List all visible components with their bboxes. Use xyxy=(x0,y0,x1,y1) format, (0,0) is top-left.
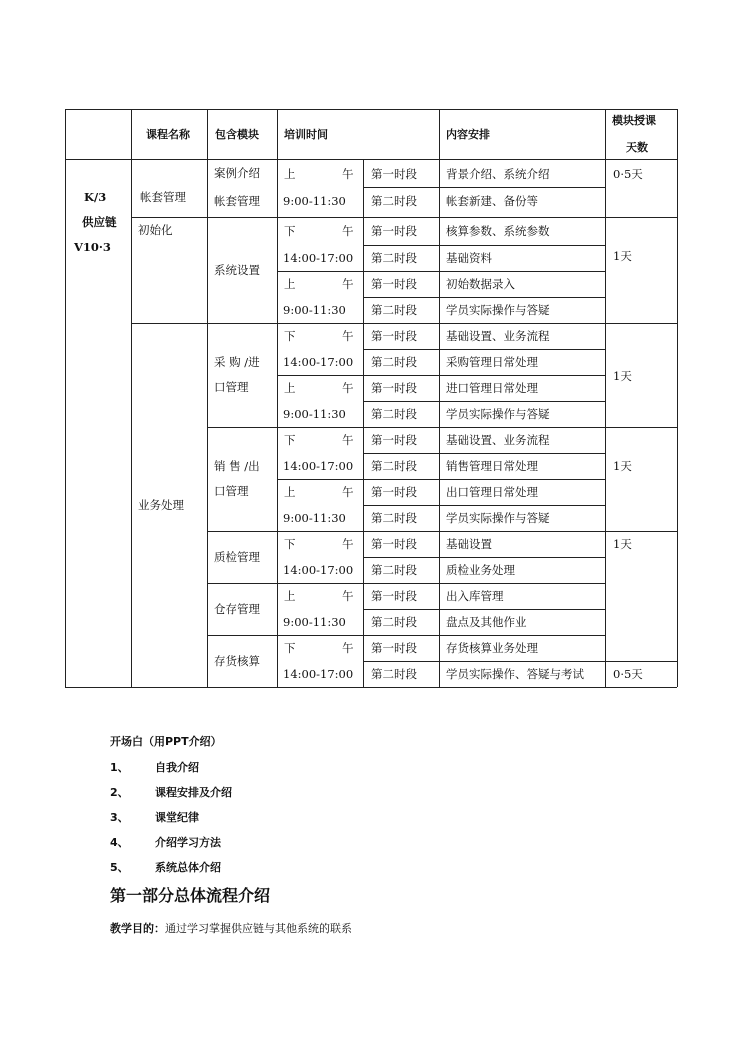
header-modules: 包含模块 xyxy=(215,128,259,141)
product-line1: K/3 xyxy=(84,190,107,204)
period-first: 第一时段 xyxy=(371,641,417,655)
period-first: 第一时段 xyxy=(371,224,417,238)
content-cell: 背景介绍、系统介绍 xyxy=(446,167,550,181)
col-divider-3 xyxy=(277,109,278,687)
period-first: 第一时段 xyxy=(371,381,417,395)
col-divider-5 xyxy=(439,109,440,687)
opening-item-num: 5、 xyxy=(110,861,129,874)
module-case: 案例介绍 xyxy=(214,166,260,180)
opening-item-num: 4、 xyxy=(110,836,129,849)
days-cell: 1天 xyxy=(613,369,632,383)
period-first: 第一时段 xyxy=(371,433,417,447)
time-sep-2 xyxy=(277,271,363,272)
col-divider-1 xyxy=(131,109,132,687)
row-sep-5 xyxy=(363,297,605,298)
row-sep-13 xyxy=(363,505,605,506)
row-sep-2 xyxy=(363,217,605,218)
time-am-range: 9:00-11:30 xyxy=(283,615,346,629)
content-cell: 进口管理日常处理 xyxy=(446,381,538,395)
module-sep-2 xyxy=(207,323,277,324)
days-sep-1 xyxy=(605,217,677,218)
period-first: 第一时段 xyxy=(371,167,417,181)
time-pm-right: 午 xyxy=(342,329,354,343)
period-second: 第二时段 xyxy=(371,511,417,525)
time-am-right: 午 xyxy=(342,589,354,603)
module-purchase-line1: 采 购 /进 xyxy=(214,355,260,369)
time-sep-4 xyxy=(277,375,363,376)
time-am-range: 9:00-11:30 xyxy=(283,407,346,421)
header-course-name: 课程名称 xyxy=(146,128,190,141)
content-cell: 帐套新建、备份等 xyxy=(446,194,538,208)
course-sep-2 xyxy=(131,323,207,324)
time-pm-right: 午 xyxy=(342,641,354,655)
header-time: 培训时间 xyxy=(284,128,328,141)
content-cell: 销售管理日常处理 xyxy=(446,459,538,473)
row-sep-6 xyxy=(363,323,605,324)
goal-text: 通过学习掌握供应链与其他系统的联系 xyxy=(165,922,352,935)
part1-heading: 第一部分总体流程介绍 xyxy=(110,886,271,905)
row-sep-12 xyxy=(363,479,605,480)
content-cell: 基础资料 xyxy=(446,251,492,265)
table-right-border xyxy=(677,109,678,687)
time-sep-5 xyxy=(277,427,363,428)
time-pm-right: 午 xyxy=(342,537,354,551)
time-sep-6 xyxy=(277,479,363,480)
time-pm-right: 午 xyxy=(342,224,354,238)
content-cell: 初始数据录入 xyxy=(446,277,515,291)
module-inventory: 存货核算 xyxy=(214,654,260,668)
period-second: 第二时段 xyxy=(371,459,417,473)
days-sep-4 xyxy=(605,531,677,532)
content-cell: 学员实际操作与答疑 xyxy=(446,511,550,525)
time-am-right: 午 xyxy=(342,277,354,291)
time-sep-9 xyxy=(277,635,363,636)
content-cell: 出口管理日常处理 xyxy=(446,485,538,499)
time-sep-7 xyxy=(277,531,363,532)
period-second: 第二时段 xyxy=(371,194,417,208)
product-line2: 供应链 xyxy=(82,215,117,229)
col-divider-6 xyxy=(605,109,606,687)
opening-item-text: 课程安排及介绍 xyxy=(155,786,232,799)
col-divider-2 xyxy=(207,109,208,687)
time-pm-right: 午 xyxy=(342,433,354,447)
period-first: 第一时段 xyxy=(371,589,417,603)
goal-label: 教学目的： xyxy=(110,922,165,935)
opening-item-text: 课堂纪律 xyxy=(155,811,199,824)
content-cell: 出入库管理 xyxy=(446,589,504,603)
content-cell: 学员实际操作与答疑 xyxy=(446,303,550,317)
opening-item-text: 介绍学习方法 xyxy=(155,836,221,849)
table-left-border xyxy=(65,109,66,687)
header-content: 内容安排 xyxy=(446,128,490,141)
content-cell: 基础设置 xyxy=(446,537,492,551)
content-cell: 采购管理日常处理 xyxy=(446,355,538,369)
period-first: 第一时段 xyxy=(371,537,417,551)
period-second: 第二时段 xyxy=(371,303,417,317)
period-first: 第一时段 xyxy=(371,485,417,499)
time-am-left: 上 xyxy=(284,381,296,395)
module-sales-line2: 口管理 xyxy=(214,484,249,498)
row-sep-4 xyxy=(363,271,605,272)
time-am-left: 上 xyxy=(284,485,296,499)
course-sep-1 xyxy=(131,217,207,218)
time-am-range: 9:00-11:30 xyxy=(283,511,346,525)
row-sep-19 xyxy=(363,661,605,662)
time-am-left: 上 xyxy=(284,167,296,181)
period-second: 第二时段 xyxy=(371,667,417,681)
module-system: 系统设置 xyxy=(214,263,260,277)
module-warehouse: 仓存管理 xyxy=(214,602,260,616)
time-pm-range: 14:00-17:00 xyxy=(283,251,354,265)
module-sep-3 xyxy=(207,427,277,428)
row-sep-17 xyxy=(363,609,605,610)
days-sep-2 xyxy=(605,323,677,324)
product-line3: V10·3 xyxy=(74,240,111,254)
time-pm-range: 14:00-17:00 xyxy=(283,667,354,681)
content-cell: 核算参数、系统参数 xyxy=(446,224,550,238)
days-cell: 1天 xyxy=(613,249,632,263)
time-am-range: 9:00-11:30 xyxy=(283,303,346,317)
time-am-right: 午 xyxy=(342,167,354,181)
days-cell: 1天 xyxy=(613,537,632,551)
col-divider-4 xyxy=(363,159,364,687)
opening-item-num: 3、 xyxy=(110,811,129,824)
days-cell: 1天 xyxy=(613,459,632,473)
content-cell: 学员实际操作、答疑与考试 xyxy=(446,667,584,681)
period-first: 第一时段 xyxy=(371,329,417,343)
time-am-left: 上 xyxy=(284,277,296,291)
module-purchase-line2: 口管理 xyxy=(214,380,249,394)
content-cell: 基础设置、业务流程 xyxy=(446,433,550,447)
opening-item-text: 自我介绍 xyxy=(155,761,199,774)
days-sep-5 xyxy=(605,661,677,662)
course-account: 帐套管理 xyxy=(140,190,186,204)
module-sep-6 xyxy=(207,635,277,636)
module-quality: 质检管理 xyxy=(214,550,260,564)
time-sep-8 xyxy=(277,583,363,584)
time-pm-range: 14:00-17:00 xyxy=(283,563,354,577)
row-sep-18 xyxy=(363,635,605,636)
table-top-border xyxy=(65,109,677,110)
time-pm-range: 14:00-17:00 xyxy=(283,459,354,473)
row-sep-14 xyxy=(363,531,605,532)
opening-item-num: 1、 xyxy=(110,761,129,774)
time-pm-left: 下 xyxy=(284,641,296,655)
row-sep-1 xyxy=(363,187,605,188)
table-bottom-border xyxy=(65,687,677,688)
row-sep-15 xyxy=(363,557,605,558)
module-sales-line1: 销 售 /出 xyxy=(214,459,260,473)
time-pm-left: 下 xyxy=(284,329,296,343)
time-pm-left: 下 xyxy=(284,224,296,238)
opening-item-text: 系统总体介绍 xyxy=(155,861,221,874)
period-second: 第二时段 xyxy=(371,615,417,629)
content-cell: 学员实际操作与答疑 xyxy=(446,407,550,421)
time-pm-range: 14:00-17:00 xyxy=(283,355,354,369)
time-am-right: 午 xyxy=(342,485,354,499)
row-sep-11 xyxy=(363,453,605,454)
days-cell: 0·5天 xyxy=(613,667,643,681)
header-bottom-border xyxy=(65,159,677,160)
period-second: 第二时段 xyxy=(371,563,417,577)
content-cell: 存货核算业务处理 xyxy=(446,641,538,655)
row-sep-8 xyxy=(363,375,605,376)
period-second: 第二时段 xyxy=(371,251,417,265)
content-cell: 质检业务处理 xyxy=(446,563,515,577)
time-sep-1 xyxy=(277,217,363,218)
row-sep-3 xyxy=(363,245,605,246)
time-am-left: 上 xyxy=(284,589,296,603)
row-sep-9 xyxy=(363,401,605,402)
content-cell: 基础设置、业务流程 xyxy=(446,329,550,343)
part1-goal xyxy=(110,920,352,936)
module-sep-4 xyxy=(207,531,277,532)
module-sep-5 xyxy=(207,583,277,584)
content-cell: 盘点及其他作业 xyxy=(446,615,527,629)
module-account: 帐套管理 xyxy=(214,194,260,208)
row-sep-10 xyxy=(363,427,605,428)
module-sep-1 xyxy=(207,217,277,218)
period-second: 第二时段 xyxy=(371,407,417,421)
time-pm-left: 下 xyxy=(284,433,296,447)
period-first: 第一时段 xyxy=(371,277,417,291)
period-second: 第二时段 xyxy=(371,355,417,369)
header-days-line2: 天数 xyxy=(626,141,648,154)
time-pm-left: 下 xyxy=(284,537,296,551)
time-am-range: 9:00-11:30 xyxy=(283,194,346,208)
days-sep-3 xyxy=(605,427,677,428)
days-cell: 0·5天 xyxy=(613,167,643,181)
header-days-line1: 模块授课 xyxy=(612,114,656,127)
row-sep-16 xyxy=(363,583,605,584)
opening-title: 开场白（用PPT介绍） xyxy=(110,735,222,748)
course-business: 业务处理 xyxy=(138,498,184,512)
opening-item-num: 2、 xyxy=(110,786,129,799)
time-am-right: 午 xyxy=(342,381,354,395)
time-sep-3 xyxy=(277,323,363,324)
course-init: 初始化 xyxy=(138,223,173,237)
row-sep-7 xyxy=(363,349,605,350)
